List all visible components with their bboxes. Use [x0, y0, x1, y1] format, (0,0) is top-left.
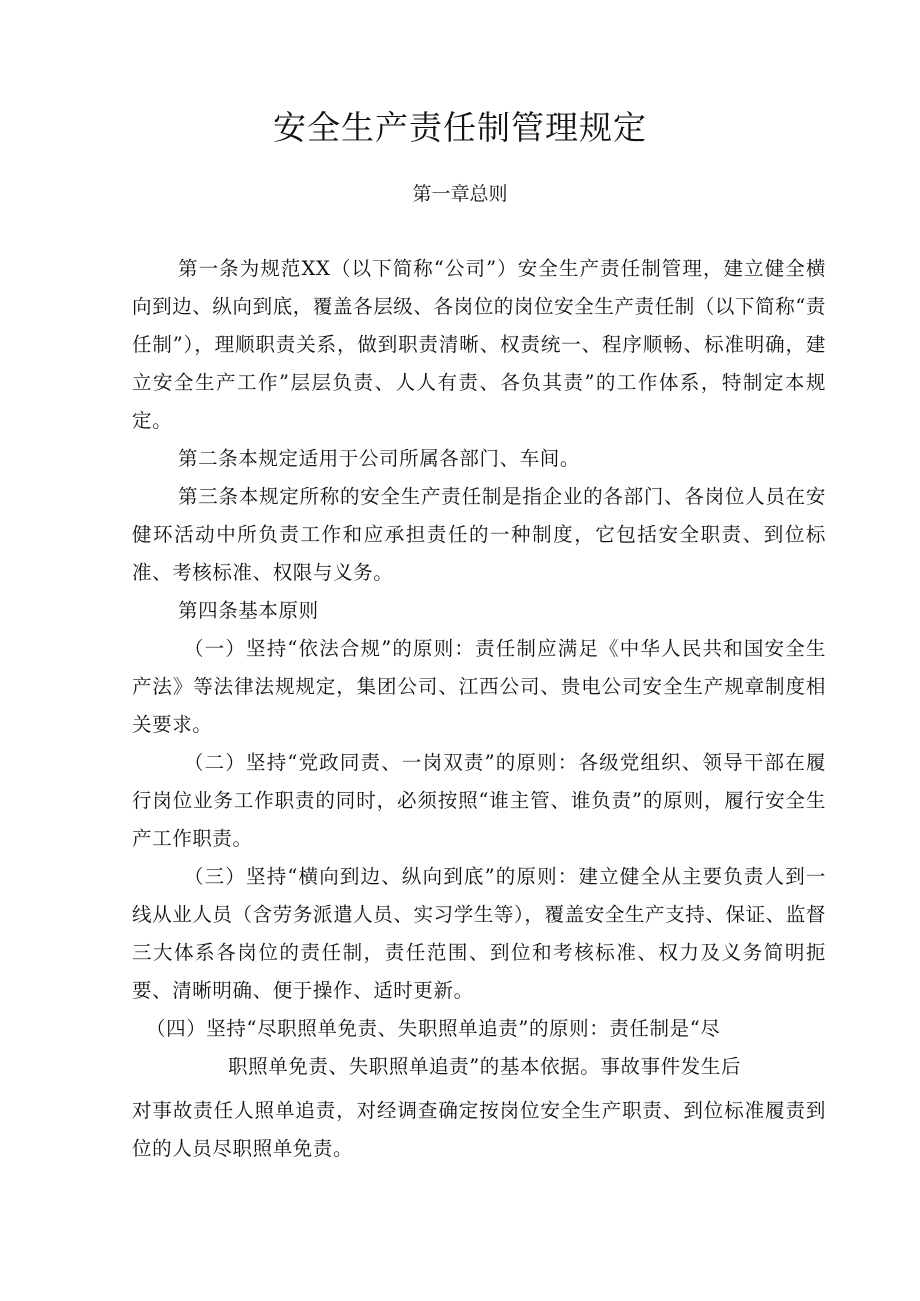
article-4: 第四条基本原则 [178, 599, 319, 622]
article-3: 第三条本规定所称的安全生产责任制是指企业的各部门、各岗位人员在安健环活动中所负责工作和应承担责任的一种制度，它包括安全职责、到位标准、考核标准、权限与义务。 [132, 485, 826, 584]
chapter-heading: 第一章总则 [412, 183, 508, 205]
document-body [132, 250, 826, 1168]
principle-1: （一）坚持“依法合规”的原则：责任制应满足《中华人民共和国安全生产法》等法律法规规定，集团公司、江西公司、贵电公司安全生产规章制度相关要求。 [132, 637, 826, 736]
principle-4-line-1: （四）坚持“尽职照单免责、失职照单追责”的原则：责任制是“尽 [146, 1017, 721, 1040]
principle-4-line-3: 对事故责任人照单追责，对经调查确定按岗位安全生产职责、到位标准履责到位的人员尽职照单免责。 [132, 1099, 826, 1160]
principle-2: （二）坚持“党政同责、一岗双责”的原则：各级党组织、领导干部在履行岗位业务工作职责的同时，必须按照“谁主管、谁负责”的原则，履行安全生产工作职责。 [132, 751, 826, 850]
document-title: 安全生产责任制管理规定 [273, 108, 647, 147]
article-2: 第二条本规定适用于公司所属各部门、车间。 [178, 447, 581, 470]
principle-4-line-2: 职照单免责、失职照单追责”的基本依据。事故事件发生后 [228, 1055, 742, 1078]
principle-3: （三）坚持“横向到边、纵向到底”的原则：建立健全从主要负责人到一线从业人员（含劳务派遣人员、实习学生等），覆盖安全生产支持、保证、监督三大体系各岗位的责任制，责任范围、到位和考核标准、权力及义务简明扼要、清晰明确、便于操作、适时更新。 [132, 865, 826, 1002]
article-1: 第一条为规范XX（以下简称“公司”）安全生产责任制管理，建立健全横向到边、纵向到底，覆盖各层级、各岗位的岗位安全生产责任制（以下简称“责任制”），理顺职责关系，做到职责清晰、权责统一、程序顺畅、标准明确，建立安全生产工作”层层负责、人人有责、各负其责”的工作体系，特制定本规定。 [132, 257, 826, 432]
